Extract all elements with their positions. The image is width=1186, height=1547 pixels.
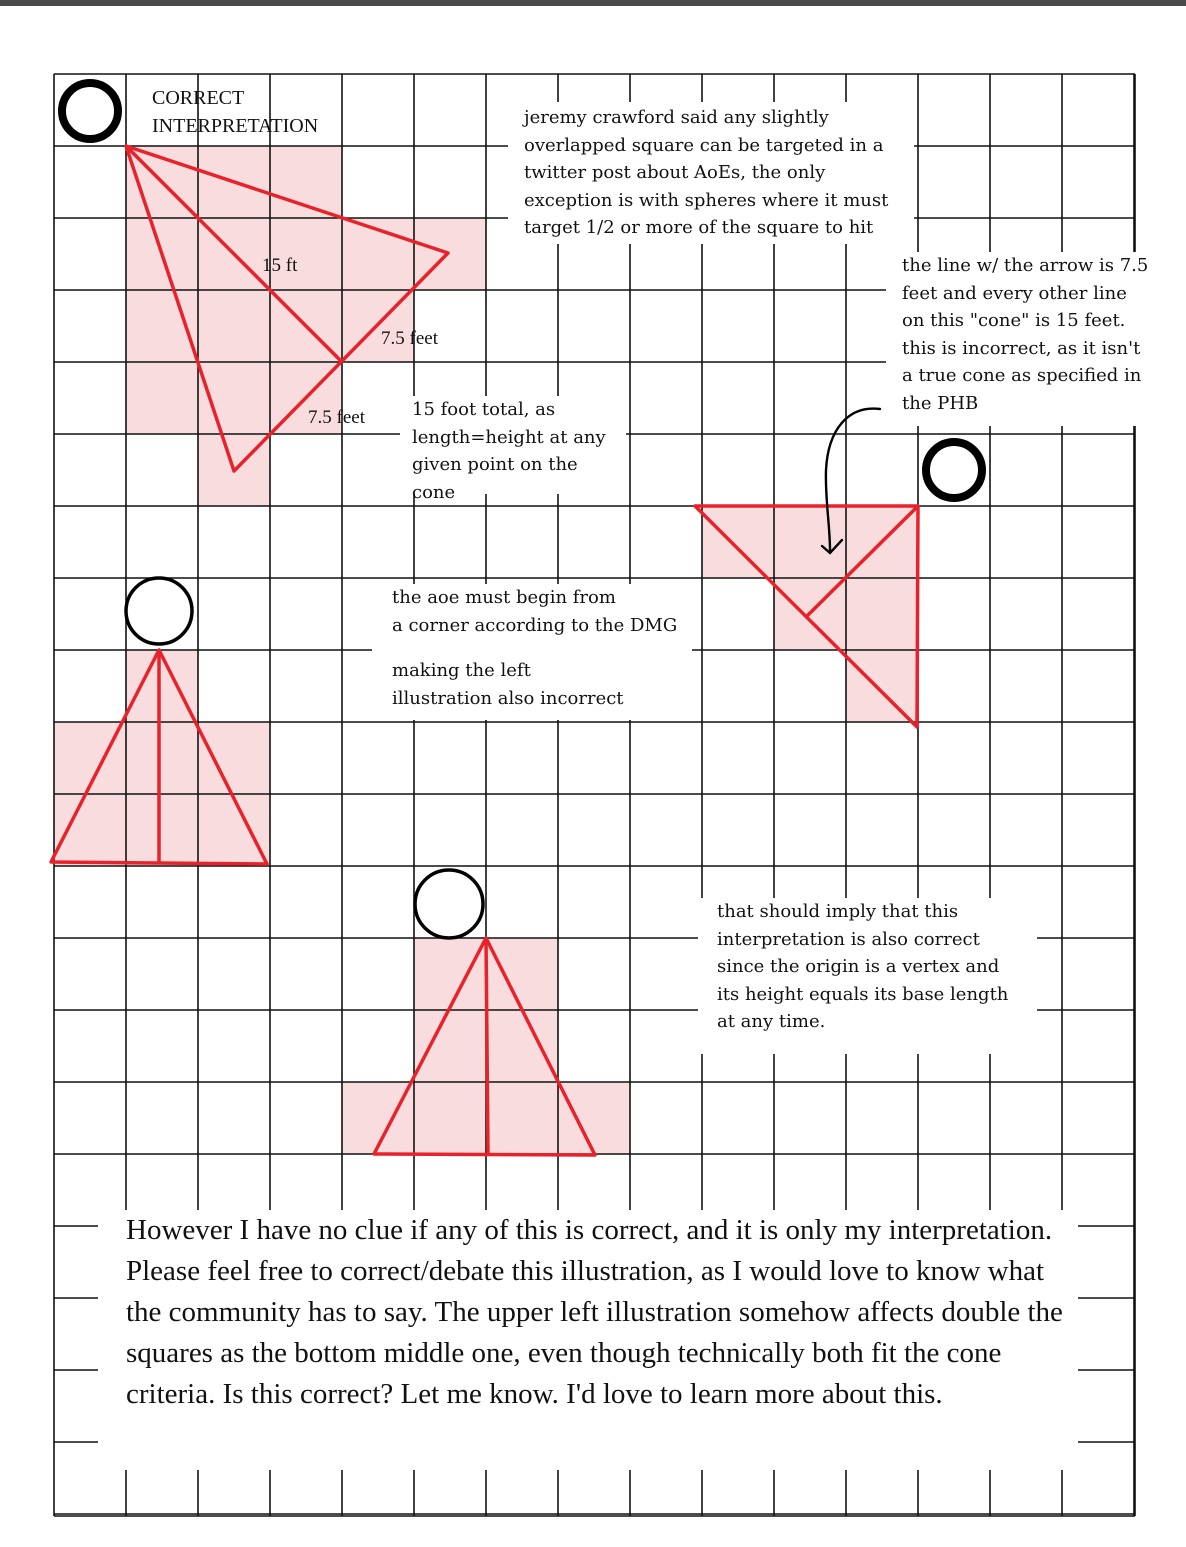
note-conclusion-text: However I have no clue if any of this is correct, and it is only my interpretation. Please feel free to correct/debate this illustration, as I would love to know what the community has to say. The upper left illustration somehow affects double the squares as the bottom middle one, even though technically both fit the cone criteria. Is this correct? Let me know. I'd love to learn more about this. xyxy=(126,1214,1063,1410)
note-total-text: 15 foot total, as length=height at any given point on the cone xyxy=(412,399,606,503)
note-crawford xyxy=(508,102,914,244)
note-vertex xyxy=(698,898,1037,1054)
label-7-5-feet-lower: 7.5 feet xyxy=(308,407,365,428)
note-conclusion xyxy=(98,1210,1078,1470)
note-vertex-text: that should imply that this interpretation is also correct since the origin is a vertex and its height equals its base length at any time. xyxy=(717,901,1009,1032)
note-arrow-line xyxy=(886,252,1150,426)
note-corner-line-2: a corner according to the DMG xyxy=(392,614,678,636)
note-arrow-line-text xyxy=(902,252,1150,417)
label-7-5-feet-upper: 7.5 feet xyxy=(381,328,438,349)
origin-circle-right xyxy=(926,442,982,498)
note-crawford-text: jeremy crawford said any slightly overlapped square can be targeted in a twitter post about AoEs, the only exception is with spheres where it must target 1/2 or more of the square to hit xyxy=(524,107,889,238)
origin-circle-left xyxy=(126,578,192,644)
note-arrow-line-main: the line w/ the arrow is 7.5 feet and every other line on this "cone" is 15 feet. this is incorrect, as it isn't a true cone as specified in the xyxy=(902,255,1149,414)
header-line-2: INTERPRETATION xyxy=(152,115,319,137)
label-15-ft: 15 ft xyxy=(262,255,298,276)
origin-circle-bottom-middle xyxy=(415,870,483,938)
note-left-incorrect: making the left illustration also incorrect xyxy=(392,660,624,709)
note-arrow-line-phb: PHB xyxy=(937,392,979,414)
note-corner xyxy=(372,584,692,720)
note-corner-line-1: the aoe must begin from xyxy=(392,587,616,608)
note-total xyxy=(400,396,626,503)
origin-circle-upper-left xyxy=(62,83,118,139)
header-line-1: CORRECT xyxy=(152,87,245,109)
